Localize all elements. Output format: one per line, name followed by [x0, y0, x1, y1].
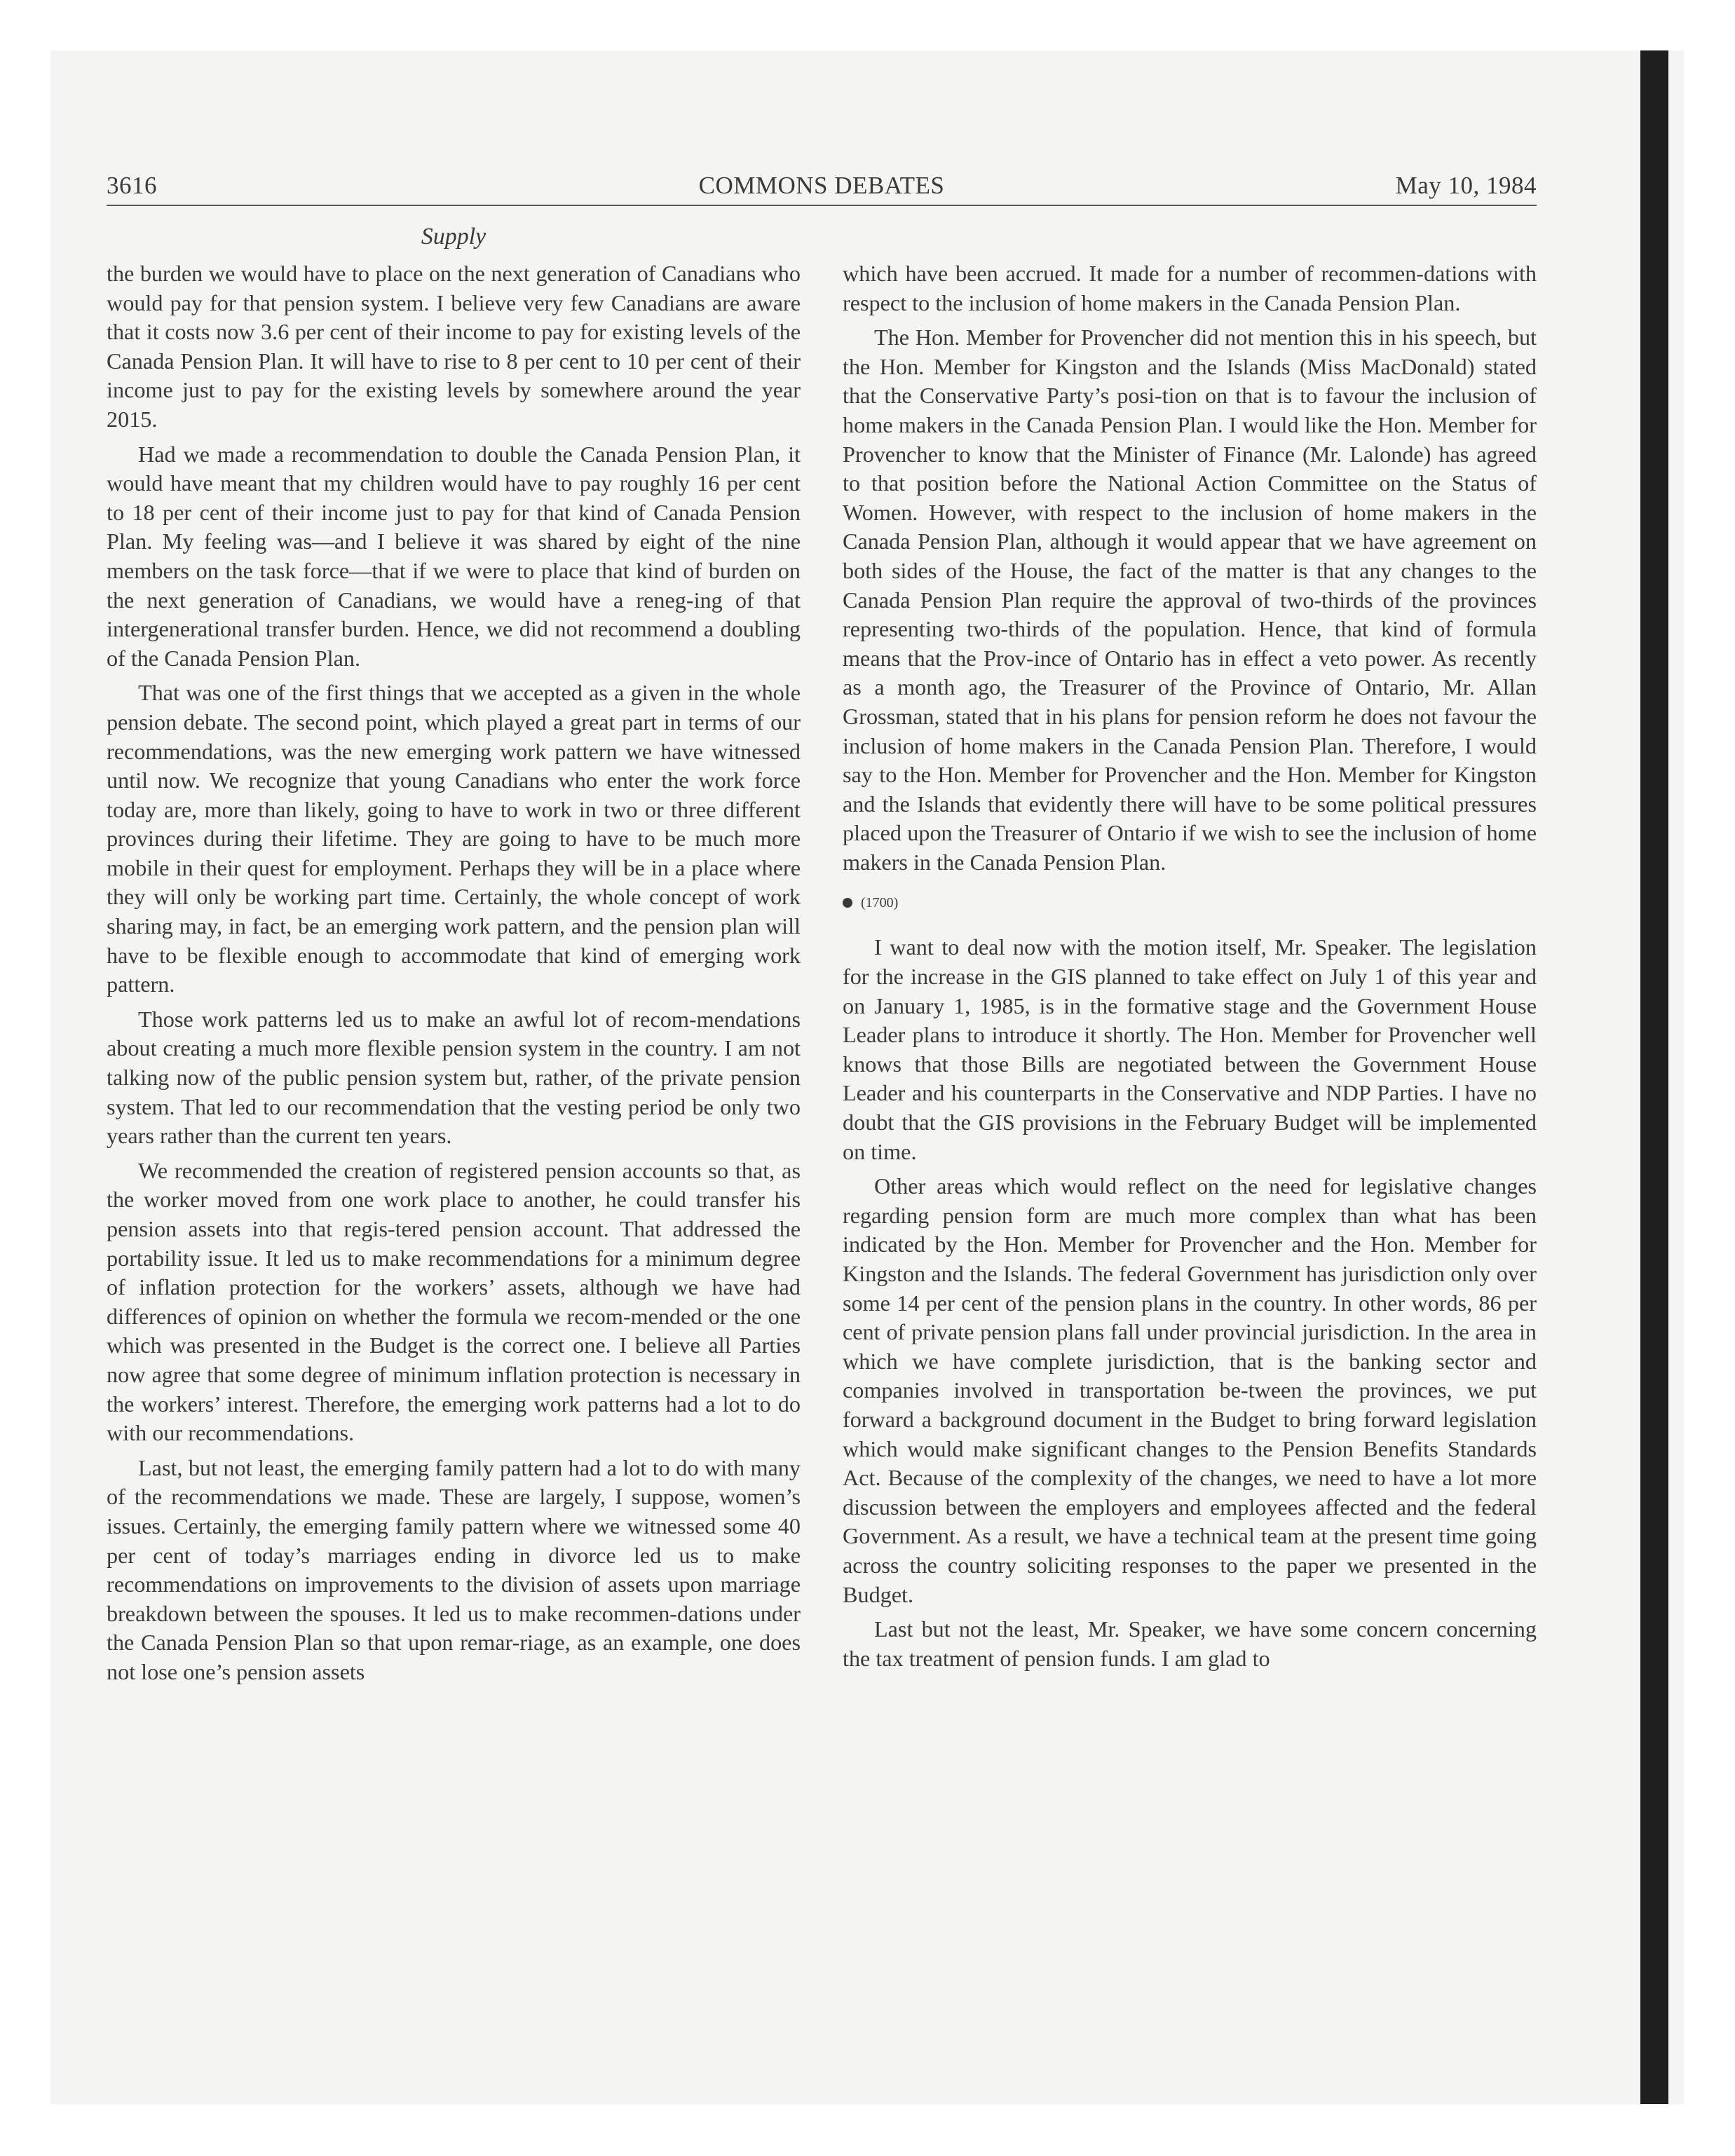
bullet-icon [843, 898, 852, 908]
section-title: Supply [421, 224, 487, 250]
publication-title: COMMONS DEBATES [698, 172, 945, 199]
paragraph: The Hon. Member for Provencher did not mention this in his speech, but the Hon. Member for Kingston and the Islands (Miss MacDonald) stated that the Conservative Party’s posi-tion on that is to favour the inclusion of home makers in the Canada Pension Plan. I would like the Hon. Member for Provencher to know that the Minister of Finance (Mr. Lalonde) has agreed to that position before the National Action Committee on the Status of Women. However, with respect to the inclusion of home makers in the Canada Pension Plan, although it would appear that we have agreement on both sides of the House, the fact of the matter is that any changes to the Canada Pension Plan require the approval of two-thirds of the provinces representing two-thirds of the population. Hence, that kind of formula means that the Prov-ince of Ontario has in effect a veto power. As recently as a month ago, the Treasurer of the Province of Ontario, Mr. Allan Grossman, stated that in his plans for pension reform he does not favour the inclusion of home makers in the Canada Pension Plan. Therefore, I would say to the Hon. Member for Provencher and the Hon. Member for Kingston and the Islands that evidently there will have to be some political pressures placed upon the Treasurer of Ontario if we wish to see the inclusion of home makers in the Canada Pension Plan. [843, 325, 1537, 875]
page-date: May 10, 1984 [1395, 172, 1537, 199]
time-marker [843, 892, 1537, 913]
paragraph: which have been accrued. It made for a number of recommen-dations with respect to the inclusion of home makers in the Canada Pension Plan. [843, 261, 1537, 315]
binding-edge [1640, 50, 1668, 2104]
paragraph: Last but not the least, Mr. Speaker, we have some concern concerning the tax treatment of pension funds. I am glad to [843, 1616, 1537, 1671]
paragraph: That was one of the first things that we accepted as a given in the whole pension debate. The second point, which played a great part in terms of our recommendations, was the new emerging work pattern we have witnessed until now. We recognize that young Canadians who enter the work force today are, more than likely, going to have to work in two or three different provinces during their lifetime. They are going to have to be much more mobile in their quest for employment. Perhaps they will be in a place where they will only be working part time. Certainly, the whole concept of work sharing may, in fact, be an emerging work pattern, and the pension plan will have to be flexible enough to accommodate that kind of emerging work pattern. [107, 680, 801, 997]
page-number: 3616 [107, 172, 157, 199]
time-marker-label: (1700) [861, 895, 899, 911]
paragraph: Other areas which would reflect on the need for legislative changes regarding pension form are much more complex than what has been indicated by the Hon. Member for Provencher and the Hon. Member for Kingston and the Islands. The federal Government has jurisdiction only over some 14 per cent of the pension plans in the country. In other words, 86 per cent of private pension plans fall under provincial jurisdiction. In the area in which we have complete jurisdiction, that is the banking sector and companies involved in transportation be-tween the provinces, we put forward a background document in the Budget to bring forward legislation which would make significant changes to the Pension Benefits Standards Act. Because of the complexity of the changes, we need to have a lot more discussion between the employers and employees affected and the federal Government. As a result, we have a technical team at the present time going across the country soliciting responses to the paper we presented in the Budget. [843, 1173, 1537, 1607]
paragraph: Last, but not least, the emerging family pattern had a lot to do with many of the recommendations we made. These are largely, I suppose, women’s issues. Certainly, the emerging family pattern where we witnessed some 40 per cent of today’s marriages ending in divorce led us to make recommendations on improvements to the division of assets upon marriage breakdown between the spouses. It led us to make recommen-dations under the Canada Pension Plan so that upon remar-riage, as an example, one does not lose one’s pension assets [107, 1454, 801, 1684]
header-rule [107, 205, 1537, 206]
paragraph: the burden we would have to place on the next generation of Canadians who would pay for that pension system. I believe very few Canadians are aware that it costs now 3.6 per cent of their income to pay for existing levels of the Canada Pension Plan. It will have to rise to 8 per cent to 10 per cent of their income just to pay for the existing levels by somewhere around the year 2015. [107, 261, 801, 432]
right-column [843, 259, 1537, 1679]
page-header [107, 170, 1537, 202]
paragraph: We recommended the creation of registered pension accounts so that, as the worker moved from one work place to another, he could transfer his pension assets into that regis-tered pension account. That addressed the portability issue. It led us to make recommendations for a minimum degree of inflation protection for the workers’ assets, although we have had differences of opinion on whether the formula we recom-mended or the one which was presented in the Budget is the correct one. I believe all Parties now agree that some degree of minimum inflation protection is necessary in the workers’ interest. Therefore, the emerging work patterns had a lot to do with our recommendations. [107, 1157, 801, 1446]
paragraph: Had we made a recommendation to double the Canada Pension Plan, it would have meant that my children would have to pay roughly 16 per cent to 18 per cent of their income just to pay for that kind of Canada Pension Plan. My feeling was—and I believe it was shared by eight of the nine members on the task force—that if we were to place that kind of burden on the next generation of Canadians, we would have a reneg-ing of that intergenerational transfer burden. Hence, we did not recommend a doubling of the Canada Pension Plan. [107, 441, 801, 671]
paragraph: Those work patterns led us to make an awful lot of recom-mendations about creating a much more flexible pension system in the country. I am not talking now of the public pension system but, rather, of the private pension system. That led to our recommendation that the vesting period be only two years rather than the current ten years. [107, 1006, 801, 1149]
paragraph: I want to deal now with the motion itself, Mr. Speaker. The legislation for the increase in the GIS planned to take effect on July 1 of this year and on January 1, 1985, is in the formative stage and the Government House Leader plans to introduce it shortly. The Hon. Member for Provencher well knows that those Bills are negotiated between the Government House Leader and his counterparts in the Conservative and NDP Parties. I have no doubt that the GIS provisions in the February Budget will be implemented on time. [843, 934, 1537, 1164]
left-column [107, 259, 801, 1693]
